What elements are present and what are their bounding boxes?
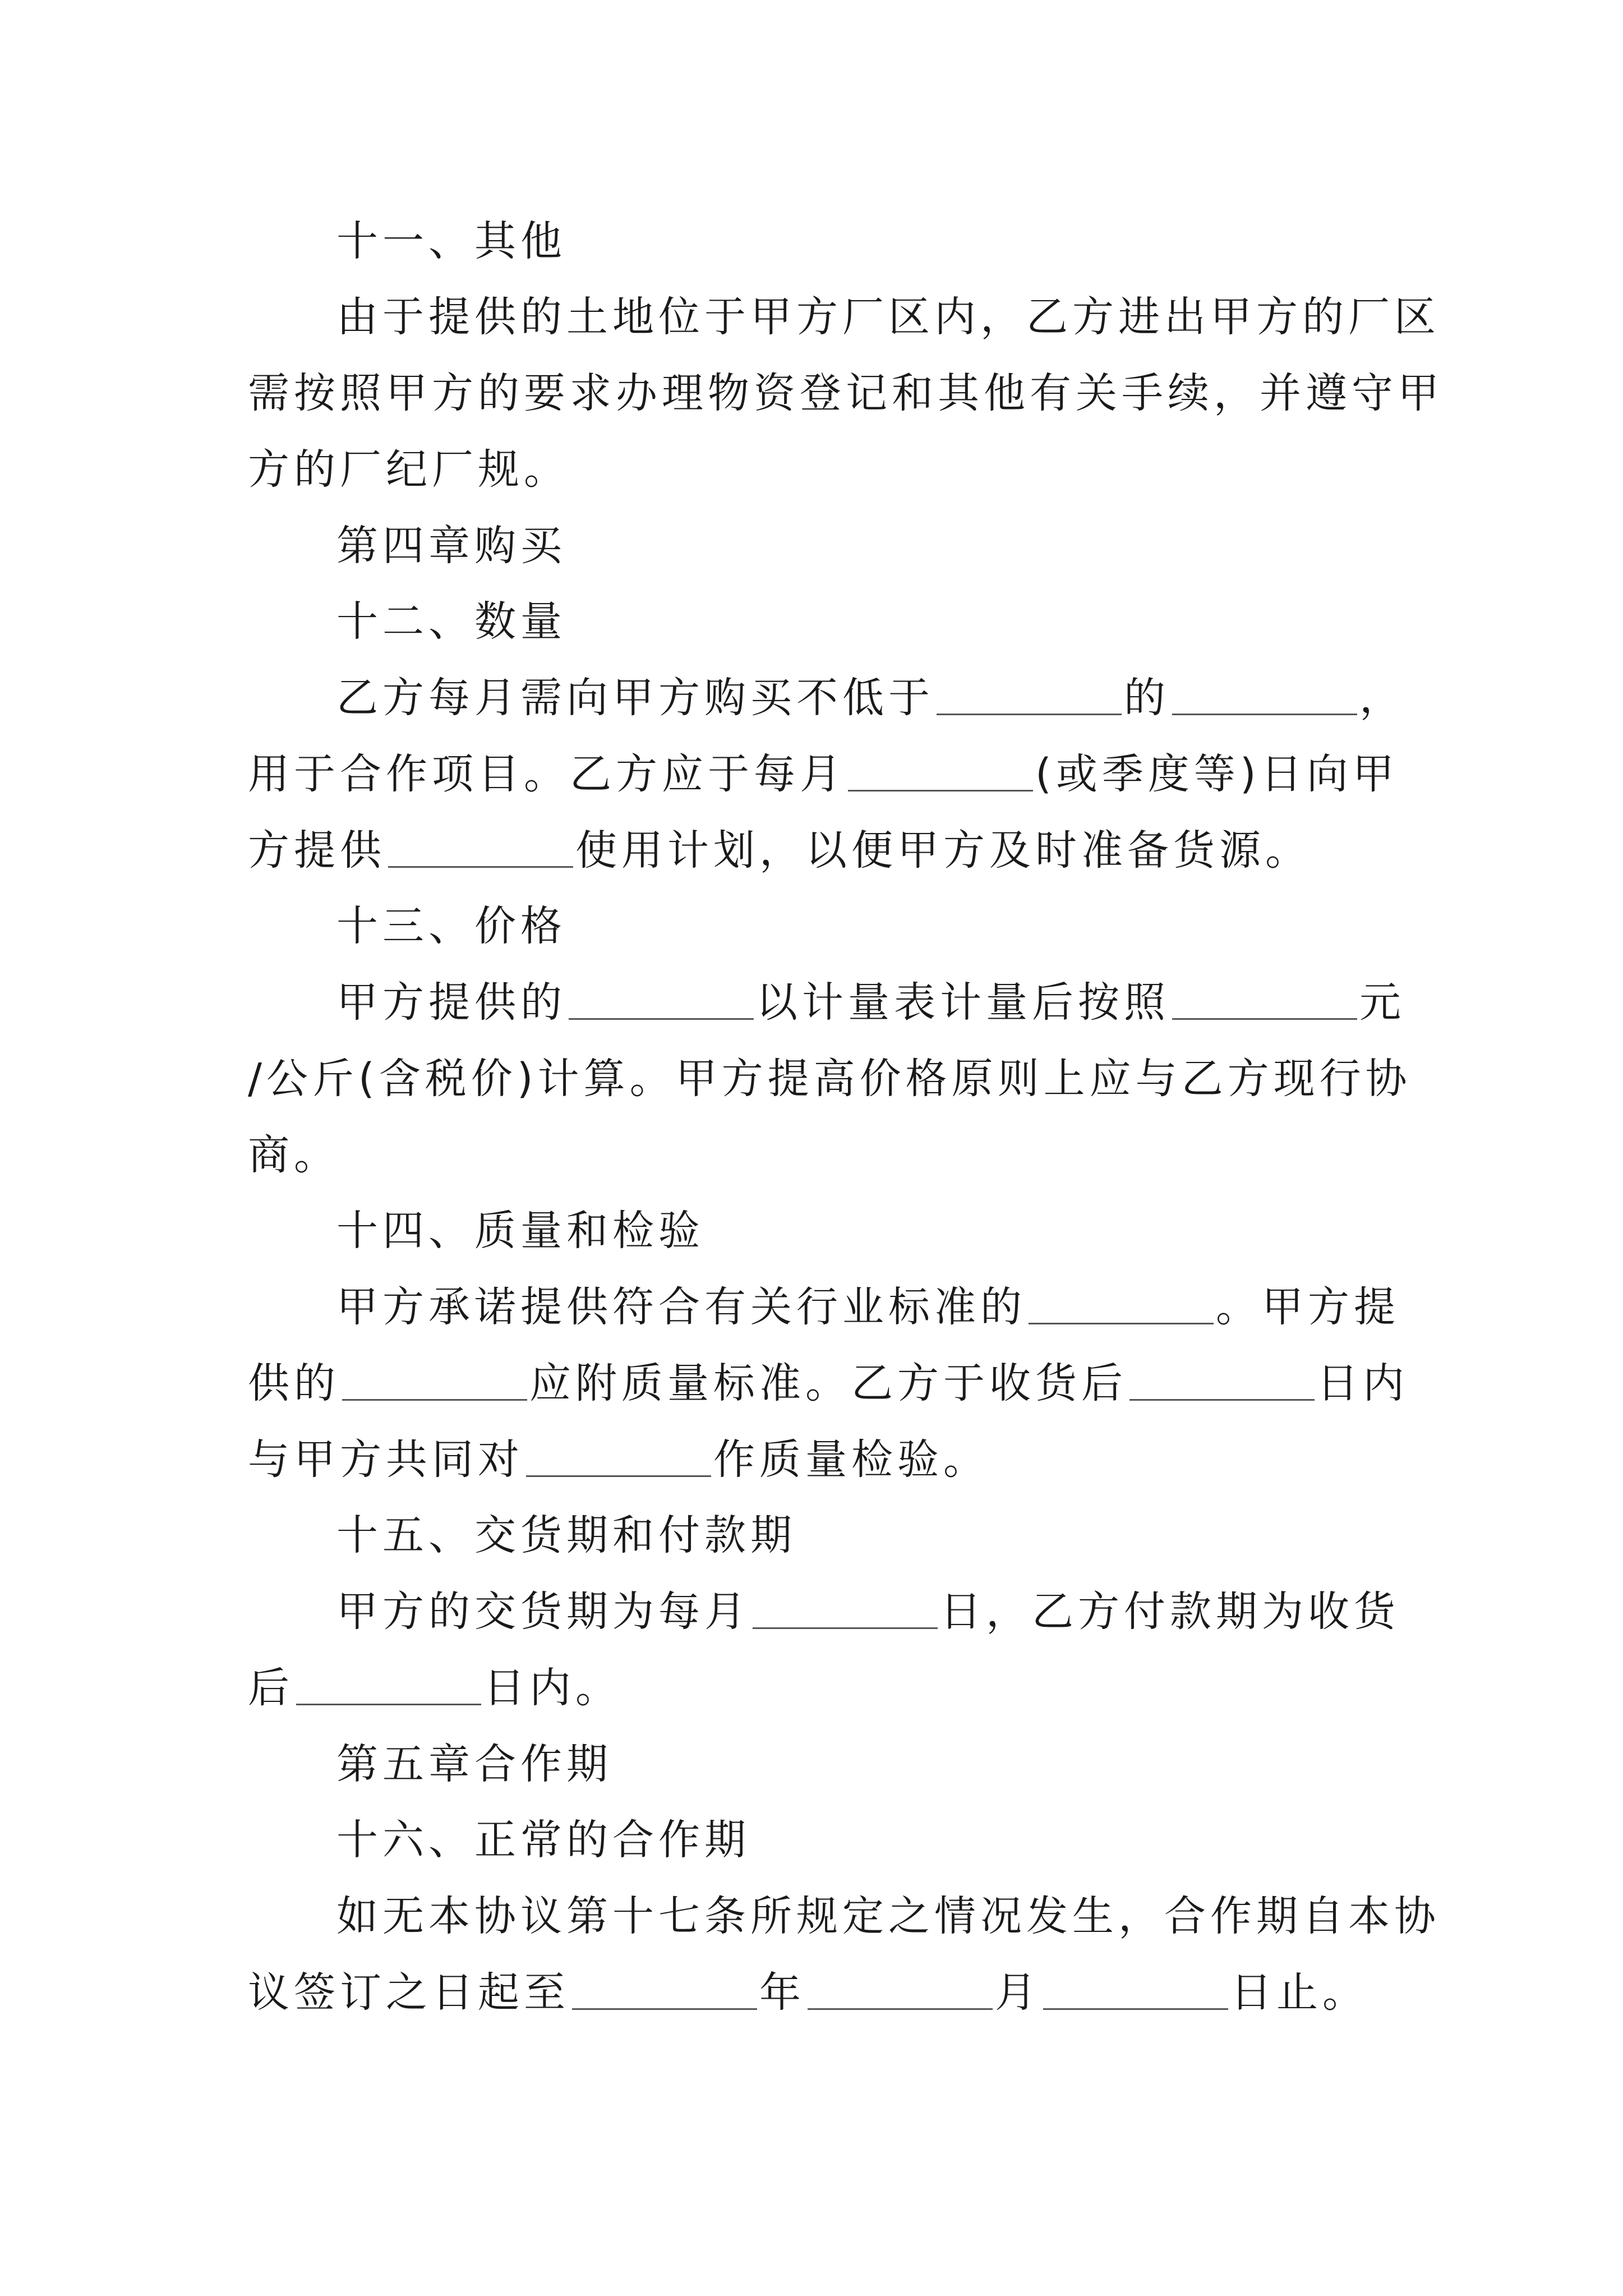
paragraph-line: 乙方每月需向甲方购买不低于 的 ， — [336, 674, 1405, 722]
paragraph-line: 后 日内。 — [248, 1664, 621, 1712]
fill-in-blank — [572, 1969, 757, 2010]
fill-in-blank — [937, 674, 1122, 715]
paragraph-line: 商。 — [248, 1131, 340, 1179]
fill-in-blank — [1172, 674, 1357, 715]
paragraph-line: 甲方提供的 以计量表计量后按照 元 — [336, 978, 1405, 1027]
fill-in-blank — [1129, 1360, 1315, 1401]
paragraph-line: 与甲方共同对 作质量检验。 — [248, 1435, 989, 1484]
fill-in-blank — [388, 827, 573, 868]
section-heading-12: 十二、数量 — [336, 597, 566, 646]
paragraph-line: 由于提供的土地位于甲方厂区内，乙方进出甲方的厂区 — [336, 293, 1440, 341]
paragraph-line: 供的 应附质量标准。乙方于收货后 日内 — [248, 1359, 1409, 1407]
paragraph-line: 如无本协议第十七条所规定之情况发生，合作期自本协 — [336, 1892, 1440, 1940]
section-heading-15: 十五、交货期和付款期 — [336, 1511, 796, 1559]
paragraph-line: 需按照甲方的要求办理物资登记和其他有关手续，并遵守甲 — [248, 369, 1444, 417]
fill-in-blank — [569, 979, 754, 1020]
fill-in-blank — [808, 1969, 993, 2010]
paragraph-line: 方的厂纪厂规。 — [248, 445, 570, 494]
paragraph-line: /公斤(含税价)计算。甲方提高价格原则上应与乙方现行协 — [248, 1055, 1412, 1103]
paragraph-line: 议签订之日起至 年 月 日止。 — [248, 1968, 1368, 2017]
section-heading-13: 十三、价格 — [336, 902, 566, 950]
chapter-heading-5: 第五章合作期 — [336, 1740, 612, 1788]
fill-in-blank — [1172, 979, 1357, 1020]
paragraph-line: 用于合作项目。乙方应于每月 (或季度等)日向甲 — [248, 750, 1399, 798]
paragraph-line: 甲方的交货期为每月 日，乙方付款期为收货 — [336, 1588, 1400, 1636]
fill-in-blank — [1043, 1969, 1228, 2010]
section-heading-11: 十一、其他 — [336, 217, 566, 265]
fill-in-blank — [1029, 1283, 1214, 1324]
chapter-heading-4: 第四章购买 — [336, 522, 566, 570]
section-heading-14: 十四、质量和检验 — [336, 1207, 704, 1255]
fill-in-blank — [342, 1360, 527, 1401]
fill-in-blank — [753, 1588, 938, 1629]
fill-in-blank — [526, 1436, 711, 1477]
fill-in-blank — [848, 751, 1033, 792]
paragraph-line: 甲方承诺提供符合有关行业标准的 。甲方提 — [336, 1283, 1400, 1331]
section-heading-16: 十六、正常的合作期 — [336, 1816, 750, 1864]
paragraph-line: 方提供 使用计划，以便甲方及时准备货源。 — [248, 826, 1311, 875]
fill-in-blank — [296, 1664, 481, 1705]
